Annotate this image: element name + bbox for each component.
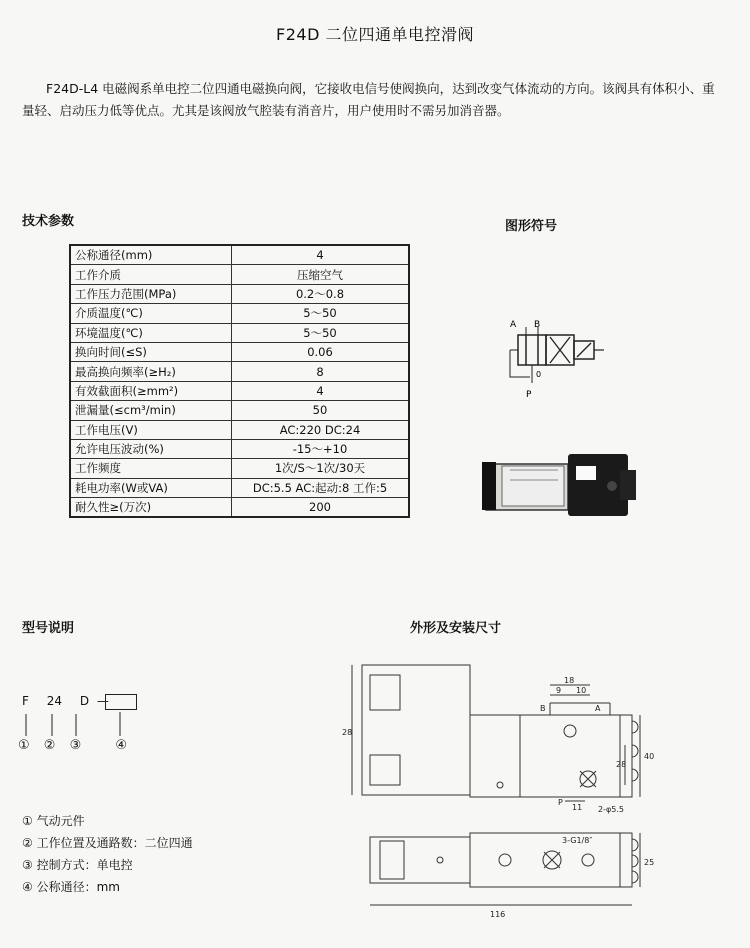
legend-item: ④ 公称通径：mm [22,880,120,894]
param-name: 允许电压波动(%) [70,439,232,458]
param-value: 4 [232,381,410,400]
params-row [70,362,409,381]
dimension-drawing [340,655,740,945]
params-row [70,323,409,342]
dim-18: 18 [564,676,575,685]
model-code-part-2: 24 [46,694,63,708]
param-value: 0.2～0.8 [232,284,410,303]
dim-hole: 2-φ5.5 [598,805,624,814]
params-row [70,420,409,439]
params-row [70,478,409,497]
params-row [70,342,409,361]
legend-item: ③ 控制方式：单电控 [22,858,133,872]
symbol-label-p: P [526,390,532,400]
params-row [70,245,409,265]
dim-28b: 28 [616,760,627,769]
param-value: 压缩空气 [232,265,410,284]
marker-4: ④ [115,738,128,753]
param-value: 5～50 [232,323,410,342]
param-name: 公称通径(mm) [70,245,232,265]
valve-symbol-diagram [480,305,640,400]
symbol-label-o: 0 [536,370,542,379]
param-name: 耐久性≥(万次) [70,498,232,518]
param-name: 有效截面积(≥mm²) [70,381,232,400]
params-row [70,439,409,458]
param-value: 8 [232,362,410,381]
dim-28a: 28 [342,728,353,737]
param-name: 工作介质 [70,265,232,284]
param-value: 4 [232,245,410,265]
param-name: 环境温度(℃) [70,323,232,342]
model-code-part-3: D [79,694,90,708]
dim-116: 116 [490,910,506,919]
page-title: F24D 二位四通单电控滑阀 [276,25,474,44]
param-value: 1次/S～1次/30天 [232,459,410,478]
params-row [70,459,409,478]
param-value: -15～+10 [232,439,410,458]
params-row [70,498,409,518]
params-row [70,284,409,303]
symbol-box-left [518,335,546,365]
symbol-label-b: B [534,320,541,330]
dim-port-a: A [595,704,601,713]
model-code-blank-box [105,694,137,710]
model-code [22,694,109,708]
section-model-heading: 型号说明 [22,621,75,636]
dim-40: 40 [644,752,655,761]
param-name: 耗电功率(W或VA) [70,478,232,497]
dim-thread: 3-G1/8″ [562,836,593,845]
param-value: DC:5.5 AC:起动:8 工作:5 [232,478,410,497]
param-value: 0.06 [232,342,410,361]
marker-1: ① [18,738,30,753]
model-code-markers [18,738,127,753]
model-code-dash: — [96,694,109,708]
valve-product-photo [480,450,640,522]
marker-2: ② [43,738,56,753]
legend-item: ① 气动元件 [22,814,85,828]
params-row [70,401,409,420]
params-table [69,244,410,518]
param-name: 最高换向频率(≥H₂) [70,362,232,381]
params-row [70,265,409,284]
param-name: 介质温度(℃) [70,304,232,323]
param-name: 泄漏量(≤cm³/min) [70,401,232,420]
dim-port-b: B [540,704,546,713]
param-name: 工作频度 [70,459,232,478]
model-code-part-1: F [22,694,29,708]
section-dims-heading: 外形及安装尺寸 [410,621,502,636]
section-symbol-heading: 图形符号 [505,219,558,234]
param-value: 5～50 [232,304,410,323]
param-name: 工作电压(V) [70,420,232,439]
param-value: 50 [232,401,410,420]
section-params-heading: 技术参数 [22,214,75,229]
marker-3: ③ [69,738,82,753]
model-legend [22,810,193,898]
param-value: 200 [232,498,410,518]
model-code-leaders [22,712,142,762]
dim-port-p: P [558,798,563,807]
symbol-label-a: A [510,320,517,330]
params-row [70,304,409,323]
legend-item: ② 工作位置及通路数：二位四通 [22,836,193,850]
param-name: 工作压力范围(MPa) [70,284,232,303]
dim-11: 11 [572,803,583,812]
param-name: 换向时间(≤S) [70,342,232,361]
dim-10: 10 [576,686,587,695]
dim-9: 9 [556,686,562,695]
param-value: AC:220 DC:24 [232,420,410,439]
dim-25: 25 [644,858,655,867]
params-row [70,381,409,400]
intro-paragraph: F24D-L4 电磁阀系单电控二位四通电磁换向阀，它接收电信号使阀换向，达到改变气体流动的方向。该阀具有体积小、重量轻、启动压力低等优点。尤其是该阀放气腔装有消音片，用户使用时不需另加消音器。 [22,81,715,118]
